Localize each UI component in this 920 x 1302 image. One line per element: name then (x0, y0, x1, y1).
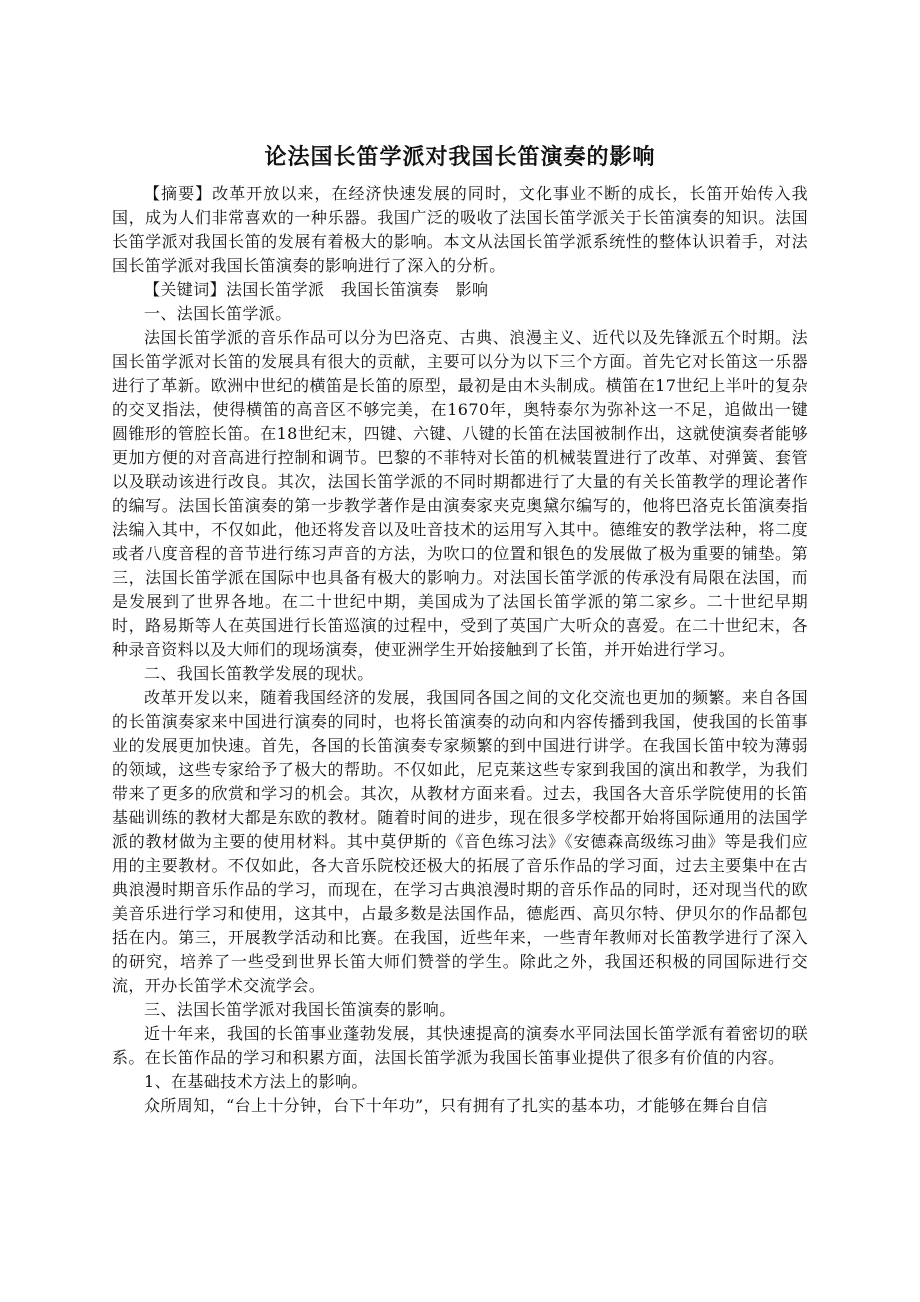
document-body (112, 182, 808, 1118)
section-heading-2: 二、我国长笛教学发展的现状。 (144, 664, 374, 683)
section-heading-3: 三、法国长笛学派对我国长笛演奏的影响。 (144, 1000, 456, 1019)
body-paragraph: 改革开发以来，随着我国经济的发展，我国同各国之间的文化交流也更加的频繁。来自各国的长笛演奏家来中国进行演奏的同时，也将长笛演奏的动向和内容传播到我国，使我国的长笛事业的发展更加快速。首先，各国的长笛演奏专家频繁的到中国进行讲学。在我国长笛中较为薄弱的领域，这些专家给予了极大的帮助。不仅如此，尼克莱这些专家到我国的演出和教学，为我们带来了更多的欣赏和学习的机会。其次，从教材方面来看。过去，我国各大音乐学院使用的长笛基础训练的教材大都是东欧的教材。随着时间的进步，现在很多学校都开始将国际通用的法国学派的教材做为主要的使用材料。其中莫伊斯的《音色练习法》《安德森高级练习曲》等是我们应用的主要教材。不仅如此，各大音乐院校还极大的拓展了音乐作品的学习面，过去主要集中在古典浪漫时期音乐作品的学习，而现在，在学习古典浪漫时期的音乐作品的同时，还对现当代的欧美音乐进行学习和使用，这其中，占最多数是法国作品，德彪西、高贝尔特、伊贝尔的作品都包括在内。第三，开展教学活动和比赛。在我国，近些年来，一些青年教师对长笛教学进行了深入的研究，培养了一些受到世界长笛大师们赞誉的学生。除此之外，我国还积极的同国际进行交流，开办长笛学术交流学会。 (112, 688, 808, 995)
body-paragraph: 众所周知，“台上十分钟，台下十年功”，只有拥有了扎实的基本功，才能够在舞台自信 (144, 1096, 768, 1115)
subsection-heading-1: 1、在基础技术方法上的影响。 (144, 1072, 368, 1091)
document-title: 论法国长笛学派对我国长笛演奏的影响 (264, 144, 656, 170)
section-heading-1: 一、法国长笛学派。 (144, 304, 292, 323)
body-paragraph: 近十年来，我国的长笛事业蓬勃发展，其快速提高的演奏水平同法国长笛学派有着密切的联系。在长笛作品的学习和积累方面，法国长笛学派为我国长笛事业提供了很多有价值的内容。 (112, 1024, 808, 1067)
body-paragraph: 法国长笛学派的音乐作品可以分为巴洛克、古典、浪漫主义、近代以及先锋派五个时期。法国长笛学派对长笛的发展具有很大的贡献，主要可以分为以下三个方面。首先它对长笛这一乐器进行了革新。欧洲中世纪的横笛是长笛的原型，最初是由木头制成。横笛在17世纪上半叶的复杂的交叉指法，使得横笛的高音区不够完美，在1670年，奥特泰尔为弥补这一不足，追做出一键圆锥形的管腔长笛。在18世纪末，四键、六键、八键的长笛在法国被制作出，这就使演奏者能够更加方便的对音高进行控制和调节。巴黎的不菲特对长笛的机械装置进行了改革、对弹簧、套管以及联动该进行改良。其次，法国长笛学派的不同时期都进行了大量的有关长笛教学的理论著作的编写。法国长笛演奏的第一步教学著作是由演奏家夹克奥黛尔编写的，他将巴洛克长笛演奏指法编入其中，不仅如此，他还将发音以及吐音技术的运用写入其中。德维安的教学法种，将二度或者八度音程的音节进行练习声音的方法，为吹口的位置和银色的发展做了极为重要的铺垫。第三，法国长笛学派在国际中也具备有极大的影响力。对法国长笛学派的传承没有局限在法国，而是发展到了世界各地。在二十世纪中期，美国成为了法国长笛学派的第二家乡。二十世纪早期时，路易斯等人在英国进行长笛巡演的过程中，受到了英国广大听众的喜爱。在二十世纪末，各种录音资料以及大师们的现场演奏，使亚洲学生开始接触到了长笛，并开始进行学习。 (112, 328, 808, 659)
abstract-paragraph: 【摘要】改革开放以来，在经济快速发展的同时，文化事业不断的成长，长笛开始传入我国，成为人们非常喜欢的一种乐器。我国广泛的吸收了法国长笛学派关于长笛演奏的知识。法国长笛学派对我国长笛的发展有着极大的影响。本文从法国长笛学派系统性的整体认识着手，对法国长笛学派对我国长笛演奏的影响进行了深入的分析。 (112, 184, 808, 275)
keywords-paragraph: 【关键词】法国长笛学派 我国长笛演奏 影响 (144, 280, 489, 299)
